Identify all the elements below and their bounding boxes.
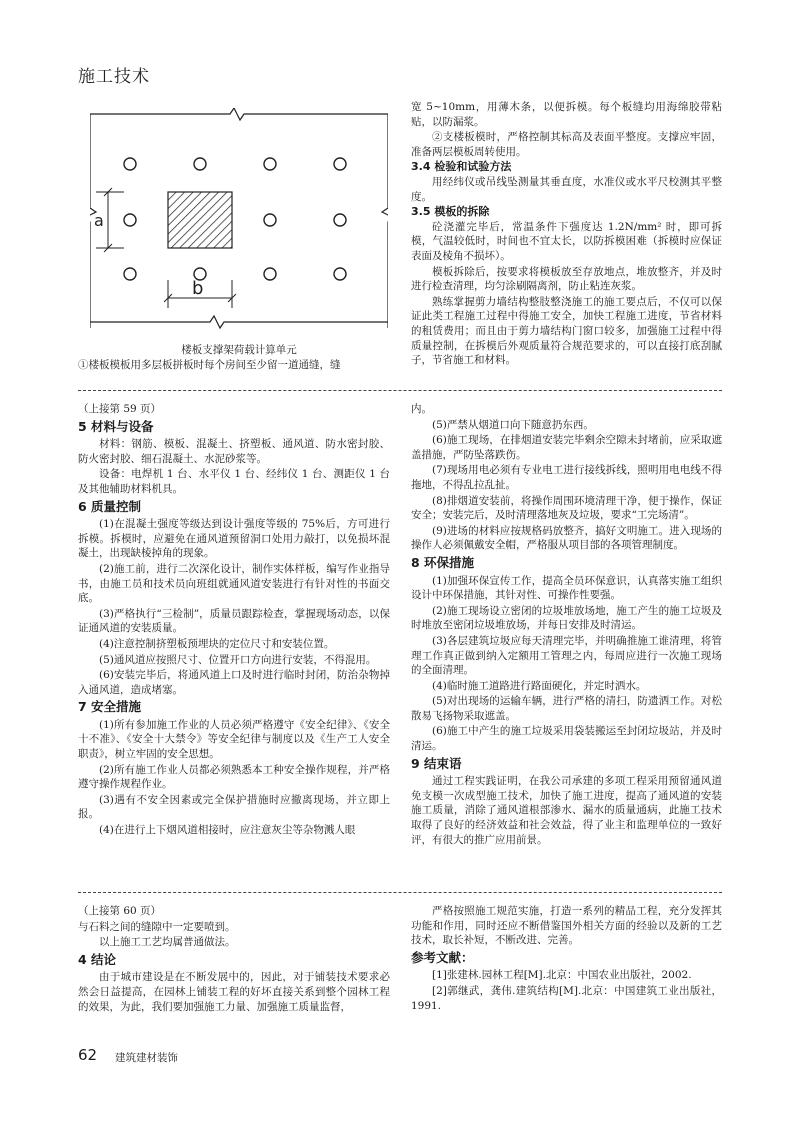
paragraph: (8)排烟道安装前，将操作周围环境清理干净，便于操作，保证安全；安装完后，及时清理落地灰及垃圾，要求“工完场清”。 (411, 494, 722, 522)
section-divider (78, 390, 722, 391)
post (334, 268, 346, 280)
paragraph: (1)所有参加施工作业的人员必须严格遵守《安全纪律》、《安全十不准》、《安全十大禁令》等安全纪律与制度以及《生产工人安全职责》，树立牢固的安全思想。 (78, 718, 390, 761)
support-posts (124, 158, 346, 280)
paragraph: 通过工程实践证明，在我公司承建的多项工程采用预留通风道免支模一次成型施工技术，加快了施工进度，提高了通风道的安装施工质量，消除了通风道根部渗水、漏水的质量通病，此施工技术取得了良好的经济效益和社会效益，得了业主和监理单位的一致好评，有很大的推广应用前景。 (411, 775, 722, 846)
frame-bottom-edge (90, 316, 388, 328)
paragraph: 内。 (411, 403, 432, 415)
paragraph: (9)进场的材料应按规格码放整齐，搞好文明施工。进入现场的操作人必须佩戴安全帽，严格服从项目部的各项管理制度。 (411, 524, 722, 552)
post (194, 158, 206, 170)
subsection-heading: 3.5 模板的拆除 (411, 205, 490, 219)
post (124, 268, 136, 280)
figure-caption: 楼板支撑架荷载计算单元 (181, 344, 297, 356)
reference-item: [1]张建林.园林工程[M].北京：中国农业出版社，2002. (432, 969, 692, 982)
paragraph: (2)施工前，进行二次深化设计，制作实体样板，编写作业指导书，由施工员和技术员向班组就通风道安装进行有针对性的书面交底。 (78, 562, 390, 605)
section-heading: 9 结束语 (411, 755, 462, 771)
paragraph: (3)遇有不安全因素或完全保护措施时应撤离现场，并立即上报。 (78, 793, 390, 821)
bottom-left-column (78, 904, 390, 1015)
paragraph: 严格按照施工规范实施，打造一系列的精品工程，充分发挥其功能和作用，同时还应不断借鉴国外相关方面的经验以及新的工艺技术，取长补短，不断改进、完善。 (411, 905, 722, 947)
paragraph: 设备：电焊机 1 台、水平仪 1 台、经纬仪 1 台、测距仪 1 台及其他辅助材料机具。 (78, 468, 390, 495)
section-heading: 4 结论 (78, 951, 117, 967)
diagram-svg (90, 108, 388, 334)
page-number: 62 (78, 1046, 98, 1064)
paragraph: 材料：钢筋、模板、混凝土、挤塑板、通风道、防水密封胶、防火密封胶、细石混凝土、水泥砂浆等。 (78, 438, 390, 465)
paragraph: (4)临时施工道路进行路面硬化，并定时洒水。 (432, 679, 647, 692)
post (264, 214, 276, 226)
continuation-note: （上接第 60 页） (78, 905, 162, 917)
paragraph: (4)注意控制挤塑板预埋块的定位尺寸和安装位置。 (99, 637, 335, 650)
formwork-load-diagram (90, 108, 388, 334)
paragraph: (3)各层建筑垃圾应每天清理完毕，并明确推施工谁清理，将管理工作真正做到纳入定额用工管理之内，每周应进行一次施工现场的全面清理。 (411, 634, 722, 677)
paragraph: (5)对出现场的运输车辆，进行严格的清扫，防遗洒工作。对松散易飞扬物采取遮盖。 (411, 695, 722, 722)
post (334, 214, 346, 226)
paragraph: 砼浇灌完毕后，常温条件下强度达 1.2N/mm² 时，即可拆模，气温较低时，时间也不宜太长，以防拆模困难（拆模时应保证表面及棱角不损坏）。 (411, 220, 722, 262)
paragraph: (7)现场用电必须有专业电工进行接线拆线，照明用电电线不得拖地，不得乱拉乱扯。 (411, 464, 722, 491)
subsection-heading: 3.4 检验和试验方法 (411, 160, 512, 174)
load-unit-hatched (168, 192, 232, 248)
paragraph: (6)施工现场，在排烟道安装完毕剩余空隙未封堵前，应采取遮盖措施，严防坠落跌伤。 (411, 434, 722, 461)
paragraph: 与石料之间的缝隙中一定要喷到。 (78, 920, 236, 933)
paragraph: (6)安装完毕后，将通风道上口及时进行临时封闭，防治杂物掉入通风道，造成堵塞。 (78, 669, 390, 696)
paragraph: (1)加强环保宣传工作，提高全员环保意识，认真落实施工组织设计中环保措施，其针对性、可操作性要强。 (411, 574, 722, 602)
section-heading: 7 安全措施 (78, 699, 142, 715)
paragraph: (5)通风道应按照尺寸、位置开口方向进行安装，不得混用。 (99, 653, 377, 666)
paragraph: 熟练掌握剪力墙结构整肢整浇施工的施工要点后，不仅可以保证此类工程施工过程中得施工安全，加快工程施工进度，节省材料的租赁费用；而且由于剪力墙结构门窗口较多，加强施工过程中得质量控制，在拆模后外观质量符合规范要求的，可以直接打底刮腻子，节省施工和材料。 (411, 295, 722, 367)
post (124, 214, 136, 226)
paragraph: (2)所有施工作业人员都必须熟悉本工种安全操作规程，并严格遵守操作规程作业。 (78, 763, 390, 791)
paragraph: 由于城市建设是在不断发展中的，因此，对于铺装技术要求必然会日益提高，在园林上铺装工程的好坏直接关系到整个园林工程的效果，为此，我们要加强施工力量、加强施工质量监督， (78, 971, 390, 1013)
post (124, 158, 136, 170)
top-right-column (411, 100, 722, 369)
paragraph: (4)在进行上下烟风道相接时，应注意灰尘等杂物溅人眼 (99, 824, 356, 837)
paragraph: 用经纬仪或吊线坠测量其垂直度，水准仪或水平尺校测其平整度。 (411, 175, 722, 203)
continuation-note: （上接第 59 页） (78, 403, 162, 415)
paragraph: (2)施工现场设立密闭的垃圾堆放场地，施工产生的施工垃圾及时堆放至密闭垃圾堆放场，并每日安排及时清运。 (411, 604, 722, 632)
paragraph: 以上施工工艺均属普通做法。 (99, 936, 236, 949)
post (334, 158, 346, 170)
dimension-a-label: a (94, 211, 104, 230)
references-heading: 参考文献： (411, 949, 474, 965)
paragraph: 宽 5~10mm，用薄木条，以便拆模。每个板缝均用海绵胶带粘贴，以防漏浆。 (411, 101, 722, 128)
frame-right-edge (382, 114, 388, 328)
section-header-title: 施工技术 (78, 67, 150, 87)
reference-item: [2]郭继武，龚伟.建筑结构[M].北京：中国建筑工业出版社，1991. (411, 984, 722, 1012)
figure-note: ①楼板模板用多层板拼板时每个房间至少留一道通缝，缝 (78, 359, 341, 371)
frame-top-edge (90, 108, 388, 120)
section-heading: 6 质量控制 (78, 498, 142, 514)
paragraph: (1)在混凝土强度等级达到设计强度等级的 75%后，方可进行拆模。拆模时，应避免在通风道预留洞口处用力敲打，以免损坏混凝土，出现缺棱掉角的现象。 (78, 518, 390, 560)
middle-right-column (411, 402, 722, 848)
middle-left-column (78, 402, 390, 839)
post (264, 268, 276, 280)
paragraph: (6)施工中产生的施工垃圾采用袋装搬运至封闭垃圾站，并及时清运。 (411, 725, 722, 753)
paragraph: ②支楼板模时，严格控制其标高及表面平整度。支撑应牢固，准备两层模板周转使用。 (411, 131, 722, 158)
section-heading: 8 环保措施 (411, 554, 475, 570)
section-divider (78, 892, 722, 893)
paragraph: 模板拆除后，按要求将模板放至存放地点，堆放整齐，并及时进行检查清理，均匀涂刷隔离剂，防止粘连灰浆。 (411, 265, 722, 293)
journal-name: 建筑建材装饰 (115, 1052, 178, 1064)
post (264, 158, 276, 170)
bottom-right-column (411, 904, 722, 1014)
paragraph: (3)严格执行“三检制”，质量员跟踪检查，掌握现场动态，以保证通风道的安装质量。 (78, 607, 390, 635)
paragraph: (5)严禁从烟道口向下随意扔东西。 (432, 418, 594, 431)
dimension-b-label: b (192, 278, 204, 299)
section-heading: 5 材料与设备 (78, 418, 154, 434)
